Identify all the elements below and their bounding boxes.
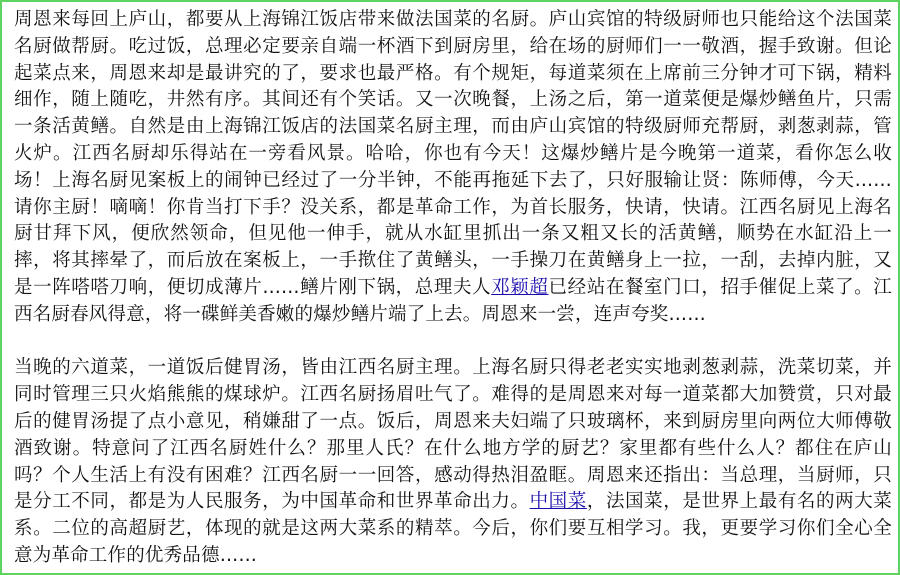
paragraph-1-text-after: 已经站在餐室门口，招手催促上菜了。江西名厨春风得意，将一碟鲜美香嫩的爆炒鳝片端了上去。周恩来一尝，连声夸奖……	[14, 276, 892, 325]
link-deng-yingchao[interactable]: 邓颖超	[491, 276, 549, 298]
paragraph-1	[14, 7, 892, 329]
paragraph-1-text-before: 周恩来每回上庐山，都要从上海锦江饭店带来做法国菜的名厨。庐山宾馆的特级厨师也只能给这个法国菜名厨做帮厨。吃过饭，总理必定要亲自端一杯酒下到厨房里，给在场的厨师们一一敬酒，握手致谢。但论起菜点来，周恩来却是最讲究的了，要求也最严格。有个规矩，每道菜须在上席前三分钟才可下锅，精料细作，随上随吃，井然有序。其间还有个笑话。又一次晚餐，上汤之后，第一道菜便是爆炒鳝鱼片，只需一条活黄鳝。自然是由上海锦江饭店的法国菜名厨主理，而由庐山宾馆的特级厨师充帮厨，剥葱剥蒜，管火炉。江西名厨却乐得站在一旁看风景。哈哈，你也有今天！这爆炒鳝片是今晚第一道菜，看你怎么收场！上海名厨见案板上的闹钟已经过了一分半钟，不能再拖延下去了，只好服输让贤：陈师傅，今天……请你主厨！嘀嘀！你肯当打下手？没关系，都是革命工作，为首长服务，快请，快请。江西名厨见上海名厨甘拜下风，便欣然领命，但见他一伸手，就从水缸里抓出一条又粗又长的活黄鳝，顺势在水缸沿上一摔，将其摔晕了，而后放在案板上，一手揿住了黄鳝头，一手操刀在黄鳝身上一拉，一刮，去掉内脏，又是一阵嗒嗒刀响，便切成薄片……鳝片刚下锅，总理夫人	[14, 9, 892, 298]
paragraph-2-text-before: 当晚的六道菜，一道饭后健胃汤，皆由江西名厨主理。上海名厨只得老老实实地剥葱剥蒜，洗菜切菜，并同时管理三只火焰熊熊的煤球炉。江西名厨扬眉吐气了。难得的是周恩来对每一道菜都大加赞赏，只对最后的健胃汤提了点小意见，稍嫌甜了一点。饭后，周恩来夫妇端了只玻璃杯，来到厨房里向两位大师傅敬酒致谢。特意问了江西名厨姓什么？那里人氏？在什么地方学的厨艺？家里都有些什么人？都住在庐山吗？个人生活上有没有困难？江西名厨一一回答，感动得热泪盈眶。周恩来还指出：当总理，当厨师，只是分工不同，都是为人民服务，为中国革命和世界革命出力。	[14, 357, 892, 513]
link-chinese-cuisine[interactable]: 中国菜	[529, 491, 587, 513]
paragraph-2	[14, 355, 892, 569]
article-body	[14, 7, 892, 570]
paragraph-2-text-after: ，法国菜，是世界上最有名的两大菜系。二位的高超厨艺，体现的就是这两大菜系的精萃。今后，你们要互相学习。我，更要学习你们全心全意为革命工作的优秀品德……	[14, 491, 893, 566]
